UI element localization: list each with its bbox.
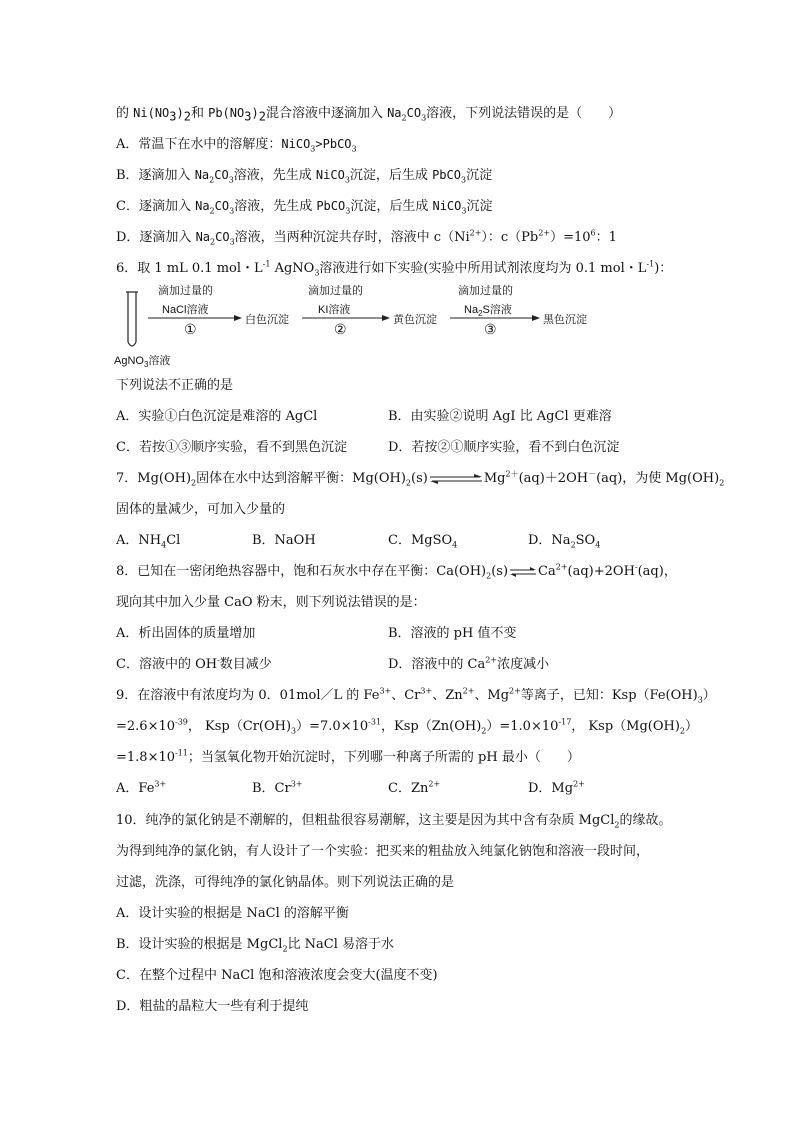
equilibrium-arrow-icon: [508, 567, 538, 577]
q6-option-b: B．由实验②说明 AgI 比 AgCl 更难溶: [388, 409, 612, 424]
q7-stem-line2: 固体的量减少，可加入少量的: [116, 502, 286, 517]
q5-option-a: A．常温下在水中的溶解度：NiCO$_3$>PbCO$_3$: [116, 137, 357, 154]
equilibrium-arrow-icon: [428, 474, 484, 484]
reagent-3: $Na_2S$溶液: [464, 304, 512, 319]
q9-option-d: D．$Mg^{2+}$: [528, 779, 585, 796]
step-3: ③: [484, 322, 497, 338]
q6-option-d: D．若按②①顺序实验，看不到白色沉淀: [388, 440, 620, 455]
q7-stem-line1: 7．$Mg(OH)_2$固体在水中达到溶解平衡：$Mg(OH)_2(s)$ $Mg^{2+}(aq)+2OH^-(aq)$，为使 $Mg(OH)_2$: [116, 469, 725, 488]
q7-option-d: D．$Na_2SO_4$: [528, 533, 601, 550]
add-label-1: 滴加过量的: [158, 284, 213, 297]
q10-stem-line3: 过滤，洗涤，可得纯净的氯化钠晶体。则下列说法正确的是: [116, 875, 455, 890]
q8-option-c: C．溶液中的 OH-数目减少: [116, 655, 272, 672]
product-2: 黄色沉淀: [393, 313, 437, 326]
q10-option-a: A．设计实验的根据是 NaCl 的溶解平衡: [116, 906, 349, 921]
q9-option-a: A．$Fe^{3+}$: [116, 779, 167, 796]
q10-option-c: C．在整个过程中 NaCl 饱和溶液浓度会变大(温度不变): [116, 968, 438, 983]
q6-question: 下列说法不正确的是: [116, 378, 234, 393]
q10-stem-line2: 为得到纯净的氯化钠，有人设计了一个实验：把买来的粗盐放入纯氯化钠饱和溶液一段时间，: [116, 844, 650, 859]
q7-option-a: A．$NH_4Cl$: [116, 533, 181, 550]
q8-stem-line1: 8．已知在一密闭绝热容器中，饱和石灰水中存在平衡：$Ca(OH)_2(s)$ $Ca^{2+}(aq)+2OH^-(aq)$，: [116, 562, 677, 581]
add-label-3: 滴加过量的: [458, 284, 513, 297]
q6-option-a: A．实验①白色沉淀是难溶的 AgCl: [116, 409, 318, 424]
q9-option-b: B．$Cr^{3+}$: [252, 779, 303, 796]
tube-label: AgNO$_3$溶液: [114, 355, 171, 370]
product-1: 白色沉淀: [245, 313, 289, 326]
q6-option-c: C．若按①③顺序实验，看不到黑色沉淀: [116, 440, 347, 455]
add-label-2: 滴加过量的: [308, 284, 363, 297]
q7-option-c: C．MgSO$_4$: [388, 533, 458, 550]
q5-option-c: C．逐滴加入 $Na_2CO_3$溶液，先生成 PbCO$_3$沉淀，后生成 NiCO$_3$沉淀: [116, 199, 493, 216]
q6-stem: 6．取 1 mL 0.1 mol・$L^{-1}$ AgNO$_3$溶液进行如下实验(实验中所用试剂浓度均为 0.1 mol・$L^{-1}$)：: [116, 259, 673, 278]
reagent-2: KI溶液: [318, 304, 351, 316]
q7-option-b: B．NaOH: [252, 533, 316, 548]
reagent-1: NaCl溶液: [162, 304, 209, 316]
experiment-diagram: [112, 280, 592, 370]
q8-option-d: D．溶液中的 $Ca^{2+}$浓度减小: [388, 655, 550, 672]
q8-option-a: A．析出固体的质量增加: [116, 626, 256, 641]
q5-option-b: B．逐滴加入 $Na_2CO_3$溶液，先生成 NiCO$_3$沉淀，后生成 PbCO$_3$沉淀: [116, 168, 493, 185]
q10-stem-line1: 10．纯净的氯化钠是不潮解的，但粗盐很容易潮解，这主要是因为其中含有杂质 MgCl$_2$的缘故。: [116, 813, 672, 830]
step-2: ②: [334, 322, 347, 338]
test-tube-icon: [126, 292, 138, 346]
q9-stem-line2: $=2.6\times 10^{-39}$， $Ksp(Cr(OH)_3)=7.0\times 10^{-31}$，$Ksp(Zn(OH)_2)=1.0\times 10^{-17}$， $Ksp(Mg(OH)_2)$: [116, 717, 699, 736]
q9-option-c: C．$Zn^{2+}$: [388, 779, 441, 796]
q8-stem-line2: 现向其中加入少量 CaO 粉末，则下列说法错误的是：: [116, 595, 426, 610]
product-3: 黑色沉淀: [543, 313, 587, 326]
q9-stem-line3: $=1.8\times 10^{-11}$；当氢氧化物开始沉淀时，下列哪一种离子所需的 pH 最小（ ）: [116, 748, 580, 765]
q9-stem-line1: 9．在溶液中有浓度均为 0．01mol／L 的 $Fe^{3+}$、$Cr^{3+}$、$Zn^{2+}$、$Mg^{2+}$等离子，已知：$Ksp(Fe(OH)_3)$: [116, 686, 716, 705]
q10-option-b: B．设计实验的根据是 MgCl$_2$比 NaCl 易溶于水: [116, 937, 395, 954]
q5-option-d: D．逐滴加入 $Na_2CO_3$溶液，当两种沉淀共存时，溶液中 $c(Ni^{2+})$：$c(Pb^{2+})=10^6$：1: [116, 228, 617, 247]
q10-option-d: D．粗盐的晶粒大一些有利于提纯: [116, 999, 309, 1014]
step-1: ①: [184, 322, 197, 338]
q5-stem: 的 $Ni(NO_3)_2$和 $Pb(NO_3)_2$混合溶液中逐滴加入 $Na_2CO_3$溶液，下列说法错误的是（ ）: [116, 106, 622, 124]
q8-option-b: B．溶液的 pH 值不变: [388, 626, 517, 641]
